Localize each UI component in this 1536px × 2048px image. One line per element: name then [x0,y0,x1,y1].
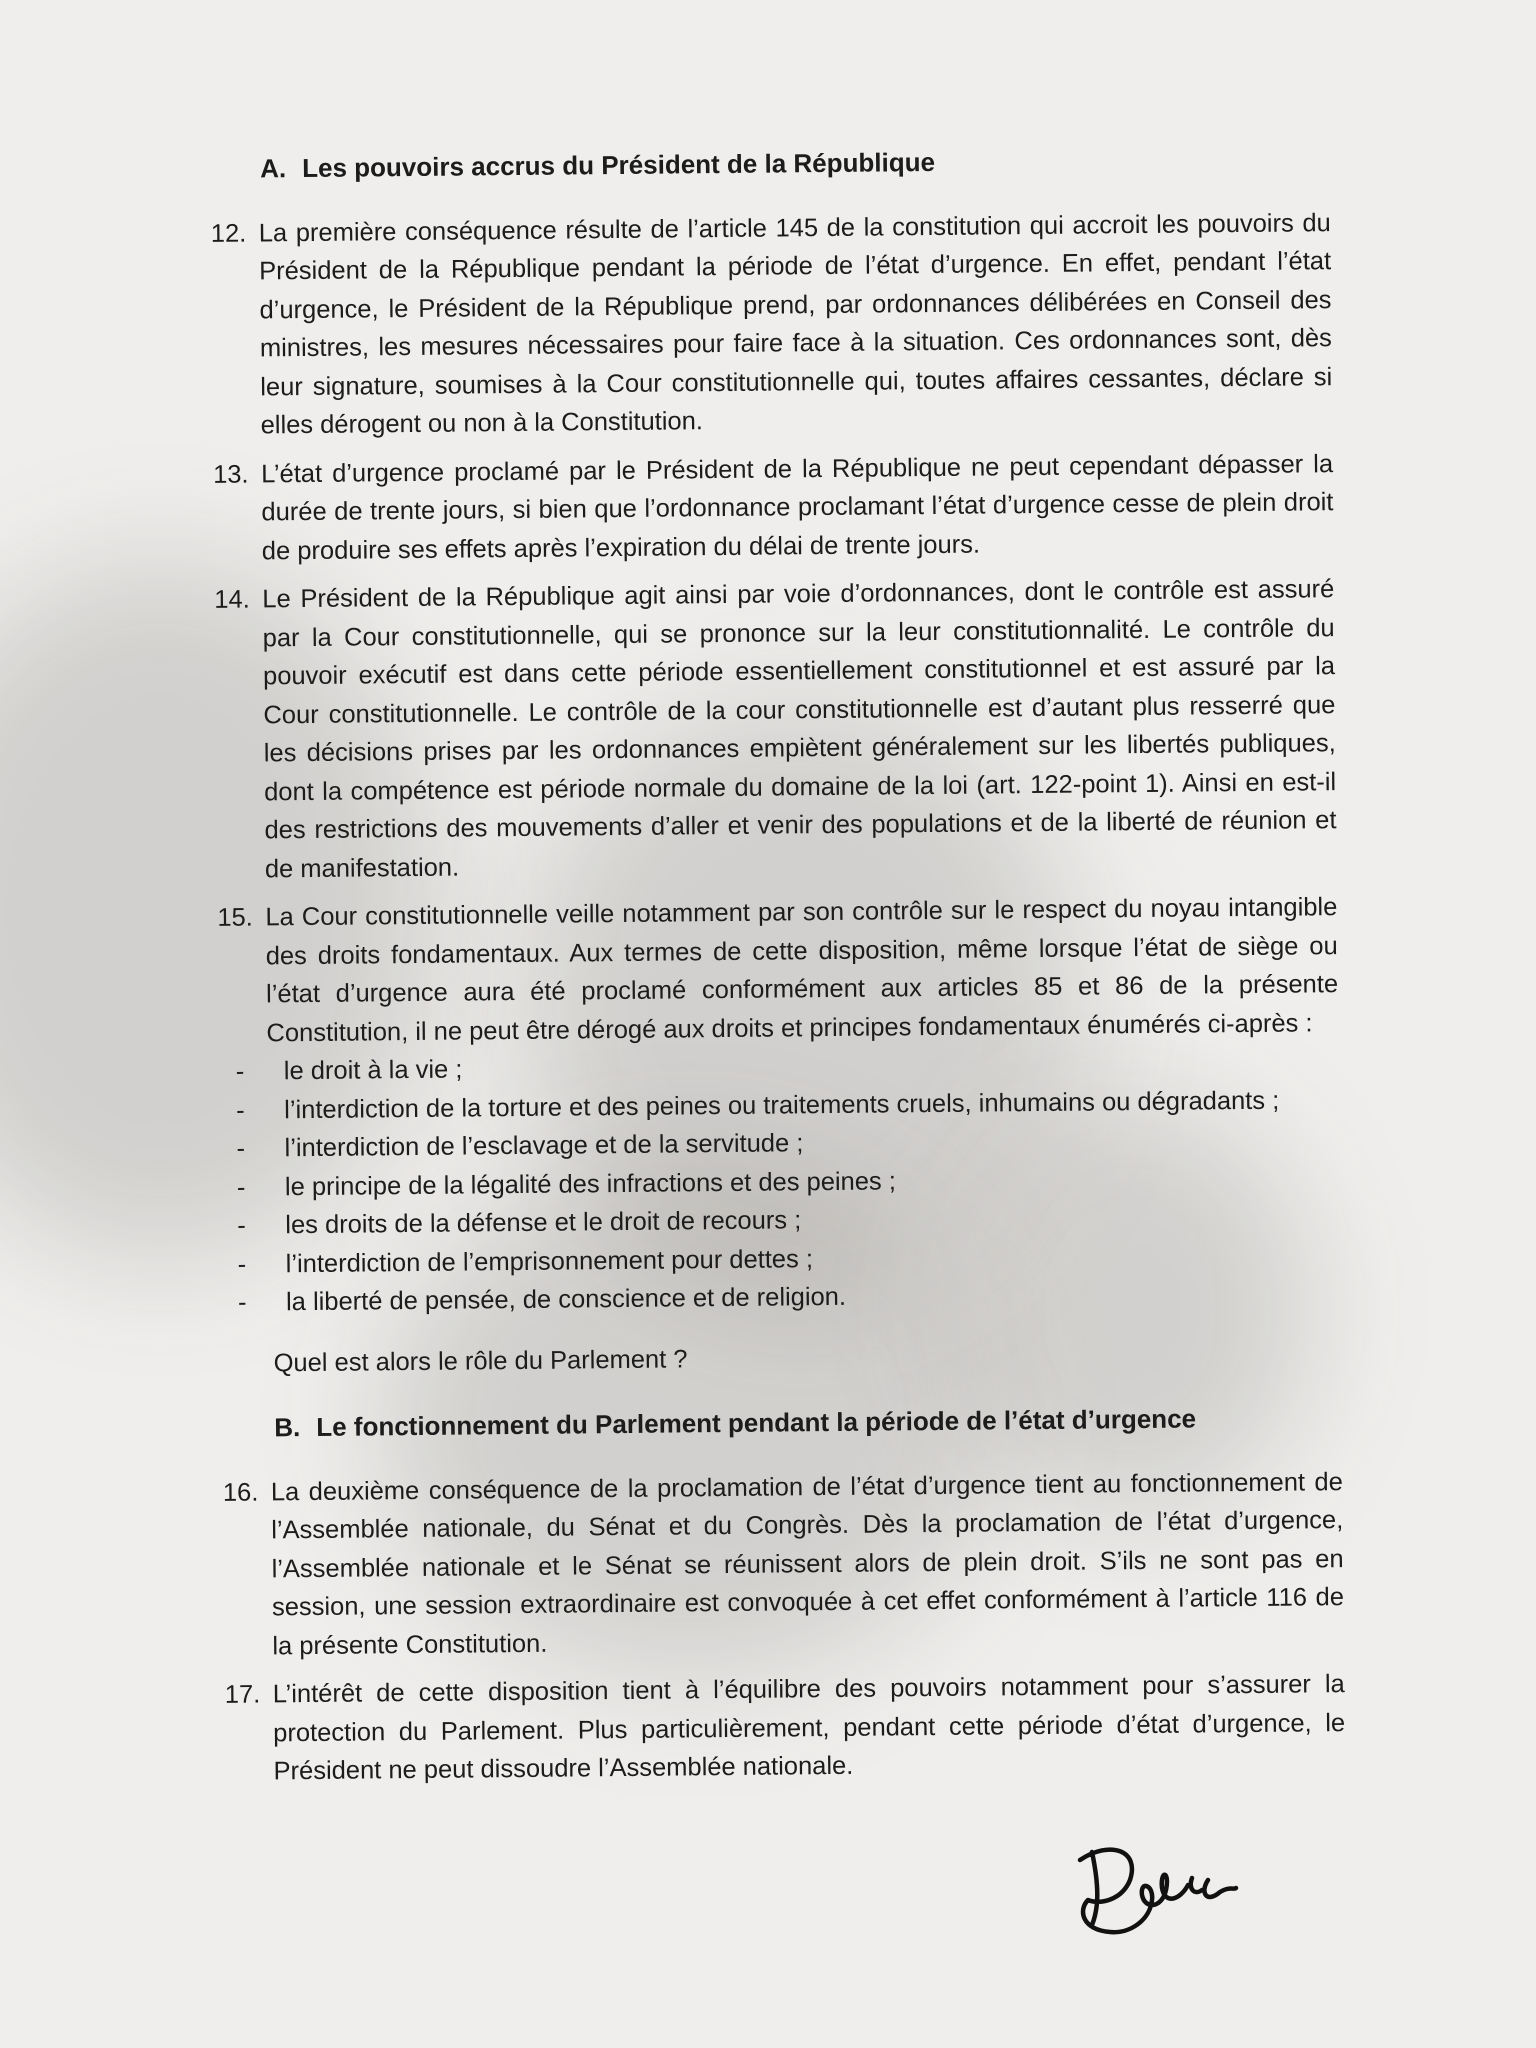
paragraph-text: Le Président de la République agit ainsi par voie d’ordonnances, dont le contrôle est assuré par la Cour constitutionnelle, qui se prononce sur la leur constitutionnalité. Le contrôle du pouvoir exécutif est dans cette période essentiellement constitutionnel et est assuré par la Cour constitutionnelle. Le contrôle de la cour constitutionnelle est d’autant plus resserré que les décisions prises par les ordonnances empiètent généralement sur les libertés publiques, dont la compétence est période normale du domaine de la loi (art. 122-point 1). Ainsi en est-il des restrictions des mouvements d’aller et venir des populations et de la liberté de réunion et de manifestation. [262,575,1337,883]
section-a-title: Les pouvoirs accrus du Président de la République [302,146,936,184]
paragraph-number: 17. [224,1680,261,1709]
list-item-text: le principe de la légalité des infractions et des peines ; [284,1166,897,1201]
paragraph-number: 14. [214,585,250,614]
list-marker: - [237,1250,247,1279]
handwritten-signature [1070,1830,1240,1940]
paragraph-15 [207,888,1338,1053]
question-text: Quel est alors le rôle du Parlement ? [273,1344,688,1377]
list-item-text: les droits de la défense et le droit de recours ; [285,1206,802,1240]
paragraph-number: 12. [210,219,247,248]
section-b-title: Le fonctionnement du Parlement pendant la période de l’état d’urgence [316,1403,1197,1442]
section-a-letter: A. [260,153,287,184]
paragraph-text: La deuxième conséquence de la proclamation de l’état d’urgence tient au fonctionnement de l’Assemblée nationale, du Sénat et du Congrès. Dès la proclamation de l’état d’urgence, l’Assemblée nationale et le Sénat se réunissent alors de plein droit. S’ils ne sont pas en session, une session extraordinaire est convoquée à cet effet conformément à l’article 116 de la présente Constitution. [270,1467,1345,1660]
list-item-text: l’interdiction de la torture et des peines ou traitements cruels, inhumains ou dégradants ; [284,1086,1280,1124]
paragraph-16 [213,1463,1345,1666]
paragraph-12 [201,204,1333,446]
paragraph-13 [203,445,1334,571]
paragraph-14 [204,570,1337,889]
paragraph-17 [215,1665,1346,1791]
list-item-text: le droit à la vie ; [283,1055,463,1086]
list-item-text: la liberté de pensée, de conscience et de religion. [285,1282,847,1317]
document-text [200,139,1346,1801]
paragraph-text: La première conséquence résulte de l’article 145 de la constitution qui accroit les pouvoirs du Président de la République pendant la période de l’état d’urgence. En effet, pendant l’état d’urgence, le Président de la République prend, par ordonnances délibérées en Conseil des ministres, les mesures nécessaires pour faire face à la situation. Ces ordonnances sont, dès leur signature, soumises à la Cour constitutionnelle qui, toutes affaires cessantes, déclare si elles dérogent ou non à la Constitution. [258,208,1333,440]
section-b-heading [274,1398,1342,1447]
list-marker: - [237,1211,246,1240]
list-marker: - [237,1288,247,1317]
paragraph-text: L’état d’urgence proclamé par le Président de la République ne peut cependant dépasser la durée de trente jours, si bien que l’ordonnance proclamant l’état d’urgence cesse de plein droit de produire ses effets après l’expiration du délai de trente jours. [260,449,1334,565]
paragraph-number: 16. [222,1478,259,1507]
paragraph-text: L’intérêt de cette disposition tient à l’équilibre des pouvoirs notamment pour s’assurer la protection du Parlement. Plus particulièrement, pendant cette période d’état d’urgence, le Président ne peut dissoudre l’Assemblée nationale. [272,1670,1346,1786]
paragraph-number: 13. [212,460,249,489]
paragraph-text: La Cour constitutionnelle veille notamment par son contrôle sur le respect du noyau intangible des droits fondamentaux. Aux termes de cette disposition, même lorsque l’état de siège ou l’état d’urgence aura été proclamé conformément aux articles 85 et 86 de la présente Constitution, il ne peut être dérogé aux droits et principes fondamentaux énumérés ci-après : [265,893,1339,1047]
list-marker: - [236,1134,246,1163]
fundamental-rights-list [209,1042,1342,1322]
list-marker: - [236,1096,245,1125]
list-marker: - [235,1057,245,1086]
list-item-text: l’interdiction de l’esclavage et de la servitude ; [284,1129,804,1163]
section-a-heading [260,139,1330,188]
list-item-text: l’interdiction de l’emprisonnement pour dettes ; [285,1244,814,1278]
section-b-letter: B. [274,1412,301,1443]
list-marker: - [236,1173,246,1202]
paragraph-number: 15. [217,903,253,932]
